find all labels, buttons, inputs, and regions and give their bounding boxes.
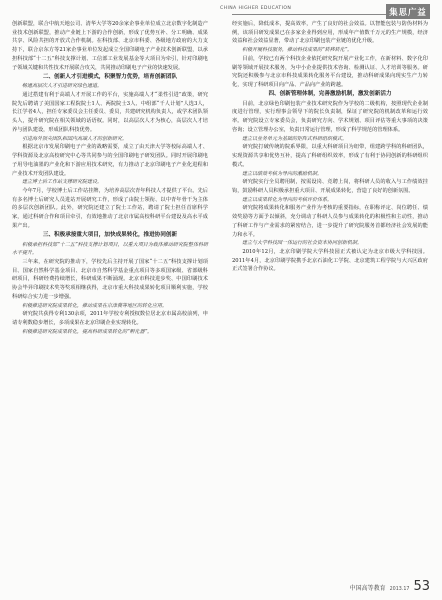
paragraph-lead: 积极推进研究院成果转化，提高科研成果转化的“孵化器”。 — [22, 328, 153, 335]
paragraph: 三年来，在研究院的推动下，学校先后主持开展了国家“十二五”科技支撑计划项目、国家自然科学基金项目、北京市自然科学基金重点项目等多项国家级、省部级科研项目，科研经费持续增长，科研成果不断涌现。北京市科技进步奖、中国印刷技术协会毕昇印刷技术奖等奖项相继获得，北京市重大科技成果转化项目顺利实施，学校科研综合实力进一步增强。 — [12, 258, 208, 300]
paragraph: 通过搭建有利于高端人才开展工作的平台，实施高端人才“柔性引进”政策，研究院先后聘请了美国国家工程院院士1人、两院院士3人、中组部“千人计划”人选3人，长江学者4人，担任专家委员会主任委员、委员，共建研究机构负责人，或学术团队领头人，提升研究院在相关领域的话语权。同时，以高层次人才为核心，高层次人才培养与团队建设，形成团队科技优势。 — [12, 92, 208, 133]
right-column — [232, 20, 428, 274]
paragraph-lead: 建立以绩效考核为导向的激励机制。 — [242, 170, 323, 177]
paragraph-lead: 积极开展科技服务，推动科技成果的“转移转化”。 — [242, 47, 353, 54]
paragraph-lead: 畅通高层次人才引进研究绿色通道。 — [22, 83, 103, 90]
section-heading: 四、创新管理体制，完善激励机制，激发创新活力 — [268, 91, 392, 98]
paragraph-lead: 积极推进研究院成果转化，推动成果在京津冀等地区的转化应用。 — [22, 302, 168, 309]
paragraph-lead: 建立以成果转化为导向的考核评价体系。 — [242, 196, 333, 203]
paragraph: 创新联盟，联合中航天地公司、清华大学等20余家企事业单位成立北京数字化制造产业技术创新联盟，推动产业链上下游的合作创新，形成了优势互补、分工明确、成果共享、风险共担的开放式合作机制。在科技部、北京市科委、各级地方政府的大力支持下，联合京东方等21家企事业单位发起成立全国印刷电子产业技术创新联盟，以承担科技部“十二五”科技支撑计划、工信部工业发展基金等大项目为牵引，针对印刷电子领域关键和共性技术开展联合攻关，共同推动印刷电子产业的快速发展。 — [12, 21, 208, 71]
section-heading: 三、积极承接重大项目，加快成果转化，推进协同创新 — [42, 232, 178, 239]
paragraph: 2010年12月，北京印刷学院大学科技园正式被认定为北京市级大学科技园。2011年4月，北京印刷学院携手北京石油化工学院、北京建筑工程学院与大兴区政府正式签署合作协议。 — [232, 248, 428, 273]
section-tag: 集思广益 — [386, 4, 430, 19]
footer-journal-name: 中国高等教育 — [349, 585, 386, 592]
paragraph: 今年7月，学校博士后工作站挂牌，为培养高层次青年科技人才提供了平台。先后有多名博士后研究人员进站开展研究工作，形成了由院士领衔、以中青年骨干为主体的多层次创新团队。此外，研究院还建立了院士工作站，聘请了院士担任首席科学家，通过科研合作和项目牵引，有效地推动了北京市属高校科研平台建设及高水平成果产出。 — [12, 187, 208, 229]
paragraph: 根据北京市发展印刷电子产业的战略需要，成立了由天津大学等校际高端人才、学科资源及北京高校研究中心等共同参与的全国印刷电子研发团队。同时开展印刷电子用导电油墨的产业化和下游应用技术研究，有力推动了北京印刷电子产业化进程和产业技术开发团队建设。 — [12, 144, 208, 177]
paragraph-lead: 积极承担科技部“十二五”科技支撑计划项目，以重大项目为载体推动研究院整体科研水平提升。 — [12, 241, 208, 257]
paragraph-lead: 建立以业务单元为基础的矩阵式科研组织模式。 — [242, 135, 348, 142]
paragraph-lead: 引进海外顶尖团队和国内高端人才的创新研究。 — [22, 135, 128, 142]
section-heading: 二、创新人才引进模式，积聚智力优势，培育创新团队 — [42, 73, 178, 80]
paragraph-lead: 建立与大学科技园一体运行的社会资本协同创新机制。 — [242, 240, 363, 247]
paragraph: 目前，学校已有两个科技企业依托研究院开展产业化工作，在新材料、数字化印刷等领域开展技术服务，为中小企业提供技术咨询、检测认证、人才培训等服务。研究院还积极参与北京市科技成果转化服务平台建设，推动科研成果向现实生产力转化，实现了科研项目向产品、产品向产业的跨越。 — [232, 55, 428, 89]
paragraph-lead: 建立博士后工作站支撑研究院建设。 — [22, 179, 103, 186]
paragraph: 目前，北京绿色印刷包装产业技术研究院作为学校的二级机构，按照现代企业制度进行管理，实行理事会领导下的院长负责制，保证了研究院的机制改革和运行效率。研究院设立专家委员会，负责研究方向、学术规划、项目评估等重大事项的决策咨询；设立管理办公室，负责日常运行管理，形成了科学规范的管理体系。 — [232, 100, 428, 133]
paragraph: 研究院共获得专利130余项，2011年学校专利授权数位居北京市属高校前列，申请专利数稳步增长，多项成果在北京印刷企业实现转化。 — [12, 311, 208, 326]
journal-english-name: CHINA HIGHER EDUCATION — [220, 6, 292, 11]
page-footer — [350, 579, 430, 594]
page-number: 53 — [413, 579, 430, 594]
left-column — [12, 20, 208, 336]
paragraph: 经实施后，降低成本，提高效率，产生了良好的社会效益。以智能包装与防伪材料为例，该项目研发成果已在多家企业得到应用，形成年产值数千万元的生产规模，经济效益和社会效益显著，带动了北京印刷包装产业链的优化升级。 — [232, 21, 428, 45]
paragraph: 研究院实行全员聘用制，按需设岗、竞聘上岗，将科研人员的收入与工作绩效挂钩，鼓励科研人员积极承担重大项目、开展成果转化，营造了良好的创新氛围。 — [232, 179, 428, 194]
paragraph: 研究院打破传统的院系界限，以重大科研项目为纽带，组建跨学科的科研团队，实现资源共享和优势互补，提高了科研组织效率，形成了有利于协同创新的科研组织模式。 — [232, 144, 428, 168]
header-rule — [232, 14, 386, 15]
footer-issue: 2013.17 — [389, 587, 410, 592]
paragraph: 研究院将成果转化和服务产业作为考核的重要指标，在职称评定、岗位聘任、绩效奖励等方面予以倾斜，充分调动了科研人员参与成果转化的积极性和主动性，推动了科研工作与产业需求的紧密结合，进一步提升了研究院服务首都经济社会发展的能力和水平。 — [232, 205, 428, 238]
